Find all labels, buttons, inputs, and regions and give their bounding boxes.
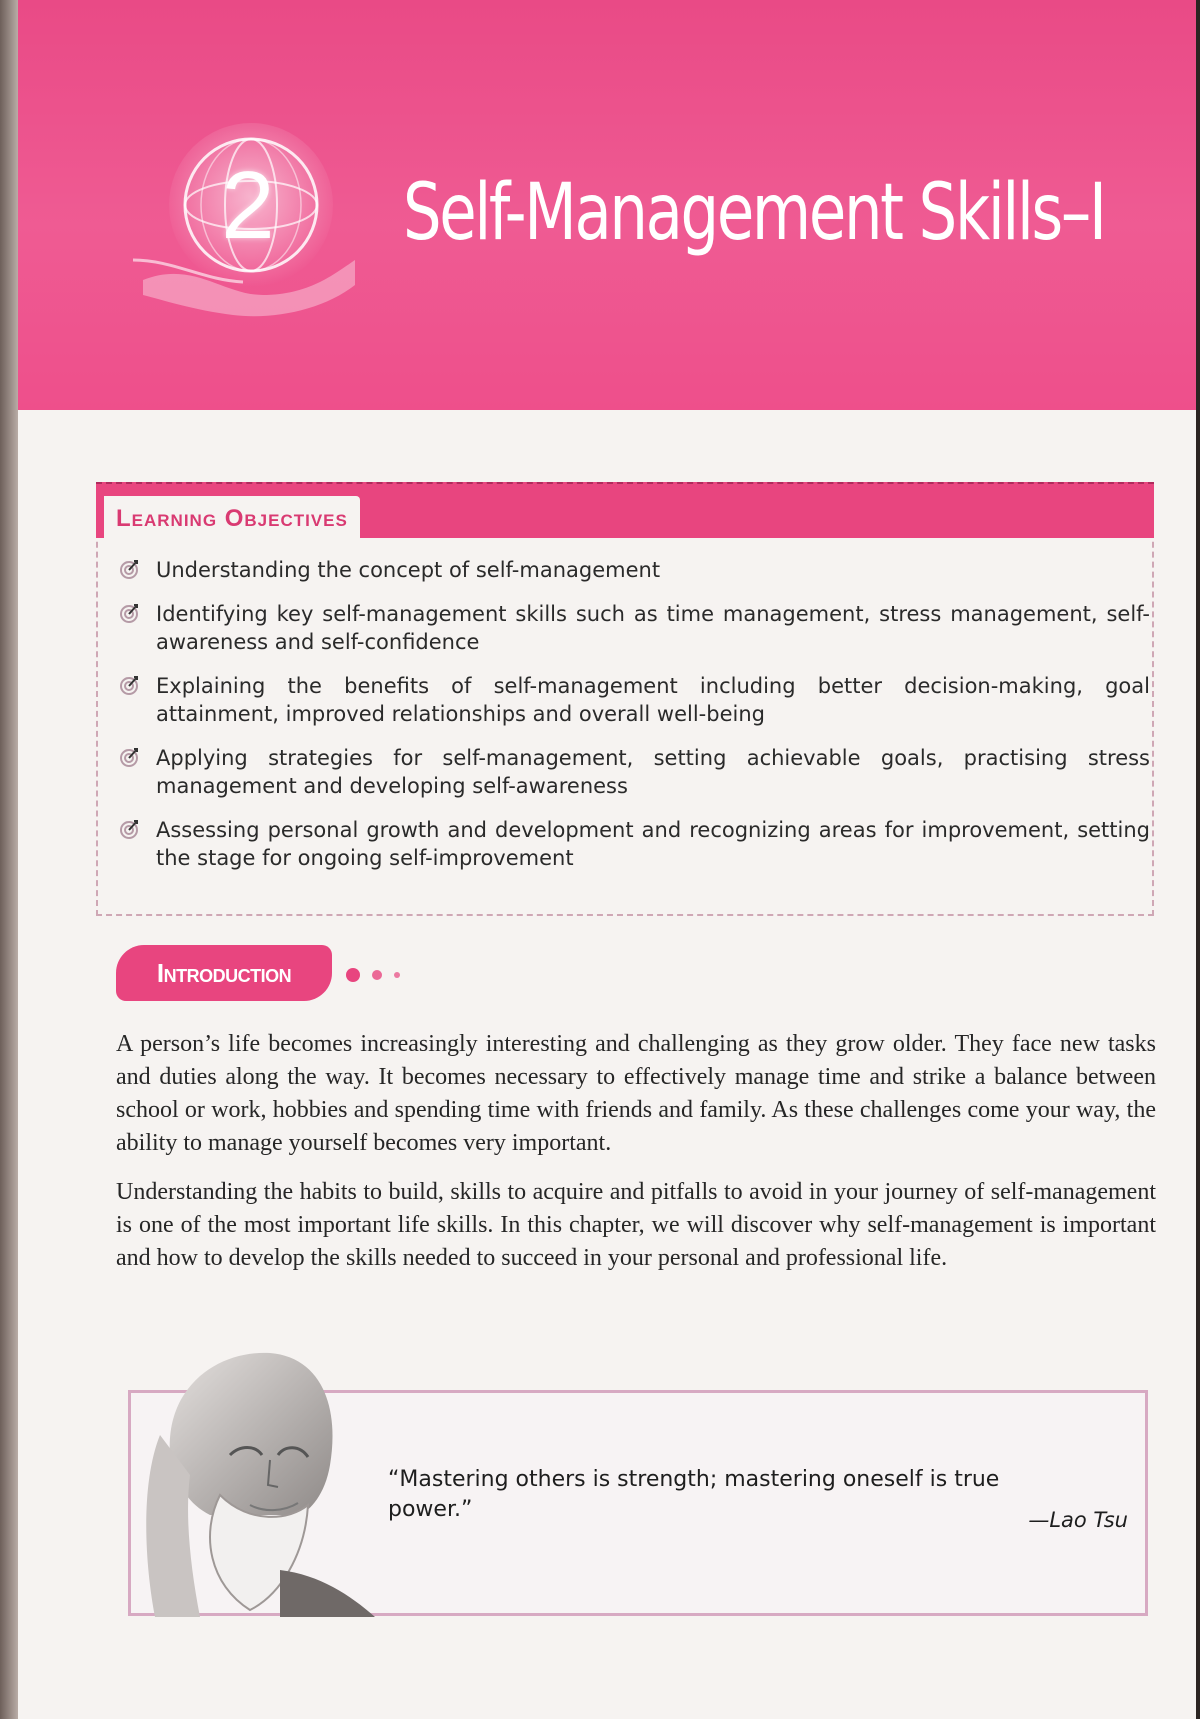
- list-item: [120, 816, 1150, 872]
- objective-text: Understanding the concept of self-management: [156, 558, 661, 582]
- paragraph: A person’s life becomes increasingly interesting and challenging as they grow older. They face new tasks and duties along the way. It becomes necessary to effectively manage time and strike a balance between school or work, hobbies and spending time with friends and family. As these challenges come your way, the ability to manage yourself becomes very important.: [116, 1031, 1156, 1156]
- objective-text: Assessing personal growth and development and recognizing areas for improvement, setting the stage for ongoing self-improvement: [156, 818, 1150, 870]
- target-icon: [120, 559, 140, 579]
- objective-text: Identifying key self-management skills such as time management, stress management, self-awareness and self-confidence: [156, 602, 1150, 654]
- chapter-title: Self-Management Skills–I: [403, 168, 1105, 258]
- book-spine-shadow: [0, 0, 18, 1719]
- objective-text: Applying strategies for self-management, setting achievable goals, practising stress management and developing self-awareness: [156, 746, 1150, 798]
- target-icon: [120, 603, 140, 623]
- list-item: [120, 744, 1150, 800]
- introduction-heading: Introduction: [156, 958, 292, 988]
- list-item: [120, 672, 1150, 728]
- target-icon: [120, 675, 140, 695]
- decorative-dot: [346, 968, 360, 982]
- objective-text: Explaining the benefits of self-management including better decision-making, goal attainment, improved relationships and overall well-being: [156, 674, 1150, 726]
- sage-portrait-illustration: [130, 1345, 380, 1617]
- list-item: [120, 600, 1150, 656]
- decorative-dot: [394, 972, 400, 978]
- target-icon: [120, 819, 140, 839]
- chapter-number: 2: [221, 152, 275, 259]
- textbook-page: [18, 0, 1196, 1719]
- paragraph: Understanding the habits to build, skills to acquire and pitfalls to avoid in your journey of self-management is one of the most important life skills. In this chapter, we will discover why self-management is important and how to develop the skills needed to succeed in your personal and professional life.: [116, 1179, 1156, 1271]
- introduction-body: [116, 1028, 1156, 1291]
- decorative-dot: [372, 970, 382, 980]
- target-icon: [120, 747, 140, 767]
- learning-objectives-list: [120, 556, 1150, 888]
- quote-author: —Lao Tsu: [1028, 1508, 1128, 1532]
- quote-text: “Mastering others is strength; mastering oneself is true power.”: [388, 1467, 1000, 1522]
- learning-objectives-heading: Learning Objectives: [104, 496, 360, 542]
- list-item: [120, 556, 1150, 584]
